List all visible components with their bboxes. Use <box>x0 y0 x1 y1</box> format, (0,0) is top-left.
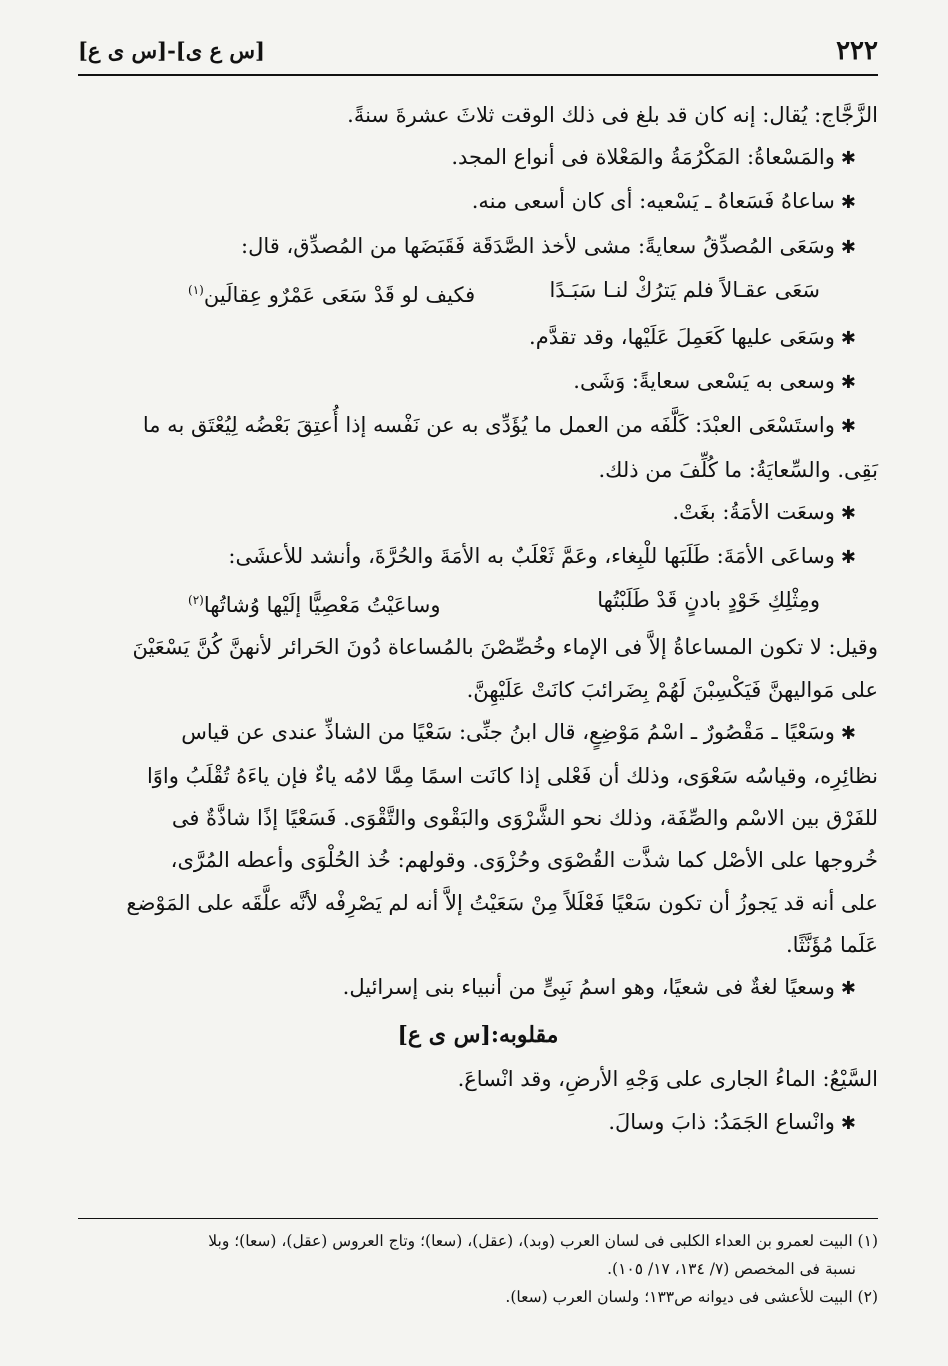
paragraph: الزَّجَّاج: يُقال: إنه كان قد بلغ فى ذلك الوقت ثلاثَ عشرةَ سنةً. <box>347 103 878 127</box>
verse-text: وساعَيْتُ مَعْصِيًّا إلَيْها وُشاتُها <box>203 593 441 618</box>
paragraph-text: والمَسْعاةُ: المَكْرُمَةُ والمَعْلاة فى أنواع المجد. <box>451 145 835 170</box>
section-heading: مقلوبه:[س ى ع] <box>397 1022 559 1049</box>
page-body <box>78 94 878 1145</box>
paragraph-text: وسعَت الأمَةُ: بغَتْ. <box>672 499 835 524</box>
paragraph-text: وسَعَى المُصدِّقُ سعايةً: مشى لأخذ الصَّدَقَة فَقَبَضَها من المُصدِّق، قال: <box>241 233 835 258</box>
paragraph: للفَرْق بين الاسْم والصِّفَة، وذلك نحو الشَّرْوَى والبَقْوى والتَّقْوَى. فَسَعْيًا إذًا شاذَّةٌ فى <box>171 806 878 831</box>
paragraph-text: ساعاهُ فَسَعاهُ ـ يَسْعيه: أى كان أسعى منه. <box>471 189 835 214</box>
paragraph-text: وسعى به يَسْعى سعايةً: وَشَى. <box>573 369 835 394</box>
entry-paragraph <box>78 316 878 360</box>
verse-hemistich: ومِثْلِكِ خَوْدٍ بادنٍ قَدْ طَلَبْتُها <box>597 588 820 613</box>
paragraph-text: وساعَى الأمَةَ: طَلَبَها للْبِغاء، وعَمَّ ثَعْلَبٌ به الأمَةَ والحُرَّةَ، وأنشد للأعشَى: <box>228 544 835 569</box>
asterisk-icon: ✱ <box>840 192 856 214</box>
verse-hemistich <box>188 269 475 316</box>
asterisk-icon: ✱ <box>840 1112 856 1134</box>
paragraph: خُروجها على الأصْل كما شذَّت القُصْوَى وحُزْوَى. وقولهم: خُذ الحُلْوَى وأعطه المُرَّى، <box>170 848 878 873</box>
asterisk-icon: ✱ <box>840 547 856 569</box>
paragraph: بَقِى. والسِّعايَةُ: ما كُلِّفَ من ذلك. <box>598 457 878 482</box>
asterisk-icon: ✱ <box>840 502 856 524</box>
asterisk-icon: ✱ <box>840 416 856 438</box>
asterisk-icon: ✱ <box>840 372 856 394</box>
paragraph: نظائِرِه، وقياسُه سَعْوَى، وذلك أن فَعْلى إذا كانَت اسمًا مِمَّا لامُه ياءٌ فإن ياءَهُ تُقْلَبُ واوًا <box>146 764 878 789</box>
paragraph: على أنه قد يَجوزُ أن تكون سَعْيًا فَعْلَلاً مِنْ سَعَيْتُ إلاَّ أنه لم يَصْرِفْه لأنَّه علَّقَه على المَوْضع <box>126 890 878 915</box>
asterisk-icon: ✱ <box>840 328 856 350</box>
entry-paragraph <box>78 491 878 535</box>
entry-paragraph <box>78 404 878 448</box>
entry-paragraph <box>78 360 878 404</box>
footnote: (٢) البيت للأعشى فى ديوانه ص١٣٣؛ ولسان العرب (سعا). <box>505 1288 878 1306</box>
paragraph: السَّيْعُ: الماءُ الجارى على وَجْهِ الأرضِ، وقد انْساعَ. <box>457 1067 878 1092</box>
entry-paragraph <box>78 136 878 180</box>
asterisk-icon: ✱ <box>840 722 856 744</box>
asterisk-icon: ✱ <box>840 148 856 170</box>
entry-paragraph <box>78 966 878 1010</box>
entry-paragraph <box>78 711 878 755</box>
paragraph: عَلَما مُؤَنَّثًا. <box>785 932 878 957</box>
page-number: ٢٢٢ <box>836 36 878 66</box>
entry-paragraph <box>78 180 878 224</box>
footnotes <box>78 1218 878 1311</box>
footnote-ref: (١) <box>188 282 204 297</box>
verse-line <box>78 269 878 316</box>
verse-hemistich: سَعَى عقـالاً فلم يَترُكْ لنـا سَبَـدًا <box>549 277 820 302</box>
paragraph-text: وسَعْيًا ـ مَقْصُورٌ ـ اسْمُ مَوْضِعٍ، قال ابنُ جنِّى: سَعْيًا من الشاذِّ عندى عن قياس <box>181 719 835 744</box>
paragraph: وقيل: لا تكون المساعاةُ إلاَّ فى الإماء وخُصِّصْنَ بالمُساعاة دُونَ الحَرائر لأنهنَّ كُنَّ يَسْعَيْنَ <box>132 635 878 660</box>
verse-line <box>78 579 878 626</box>
paragraph-text: وسعيًا لغةٌ فى شعيًا، وهو اسمُ نَبِىٍّ من أنبياء بنى إسرائيل. <box>342 975 835 1000</box>
asterisk-icon: ✱ <box>840 236 856 258</box>
entry-paragraph <box>78 1101 878 1145</box>
footnote-ref: (٢) <box>188 593 204 608</box>
verse-hemistich <box>188 579 441 626</box>
paragraph: على مَواليهنَّ فَيَكْسِبْنَ لَهُمْ بِضَرائبَ كانَتْ عَلَيْهِنَّ. <box>466 677 878 702</box>
footnote: (١) البيت لعمرو بن العداء الكلبى فى لسان العرب (وبد)، (عقل)، (سعا)؛ وتاج العروس (عقل)، (سعا)؛ وبلا <box>208 1232 878 1250</box>
footnote-continuation: نسبة فى المخصص (٧/ ١٣٤، ١٧/ ١٠٥). <box>607 1260 856 1278</box>
paragraph-text: وسَعَى عليها كَعَمِلَ عَلَيْها، وقد تقدَّم. <box>529 325 835 350</box>
entry-paragraph <box>78 535 878 579</box>
page-header <box>78 28 878 76</box>
entry-paragraph <box>78 225 878 269</box>
verse-text: فكيف لو قَدْ سَعَى عَمْرٌو عِقالَين <box>203 282 476 307</box>
asterisk-icon: ✱ <box>840 978 856 1000</box>
paragraph-text: وانْساع الجَمَدُ: ذابَ وسالَ. <box>608 1109 835 1134</box>
paragraph-text: واستَسْعَى العبْدَ: كَلَّفَه من العمل ما يُؤَدِّى به عن نَفْسه إذا أُعتِقَ بَعْضُه لِيُعْتَق به ما <box>142 413 835 438</box>
running-head: [س ع ى]-[س ى ع] <box>78 38 265 63</box>
